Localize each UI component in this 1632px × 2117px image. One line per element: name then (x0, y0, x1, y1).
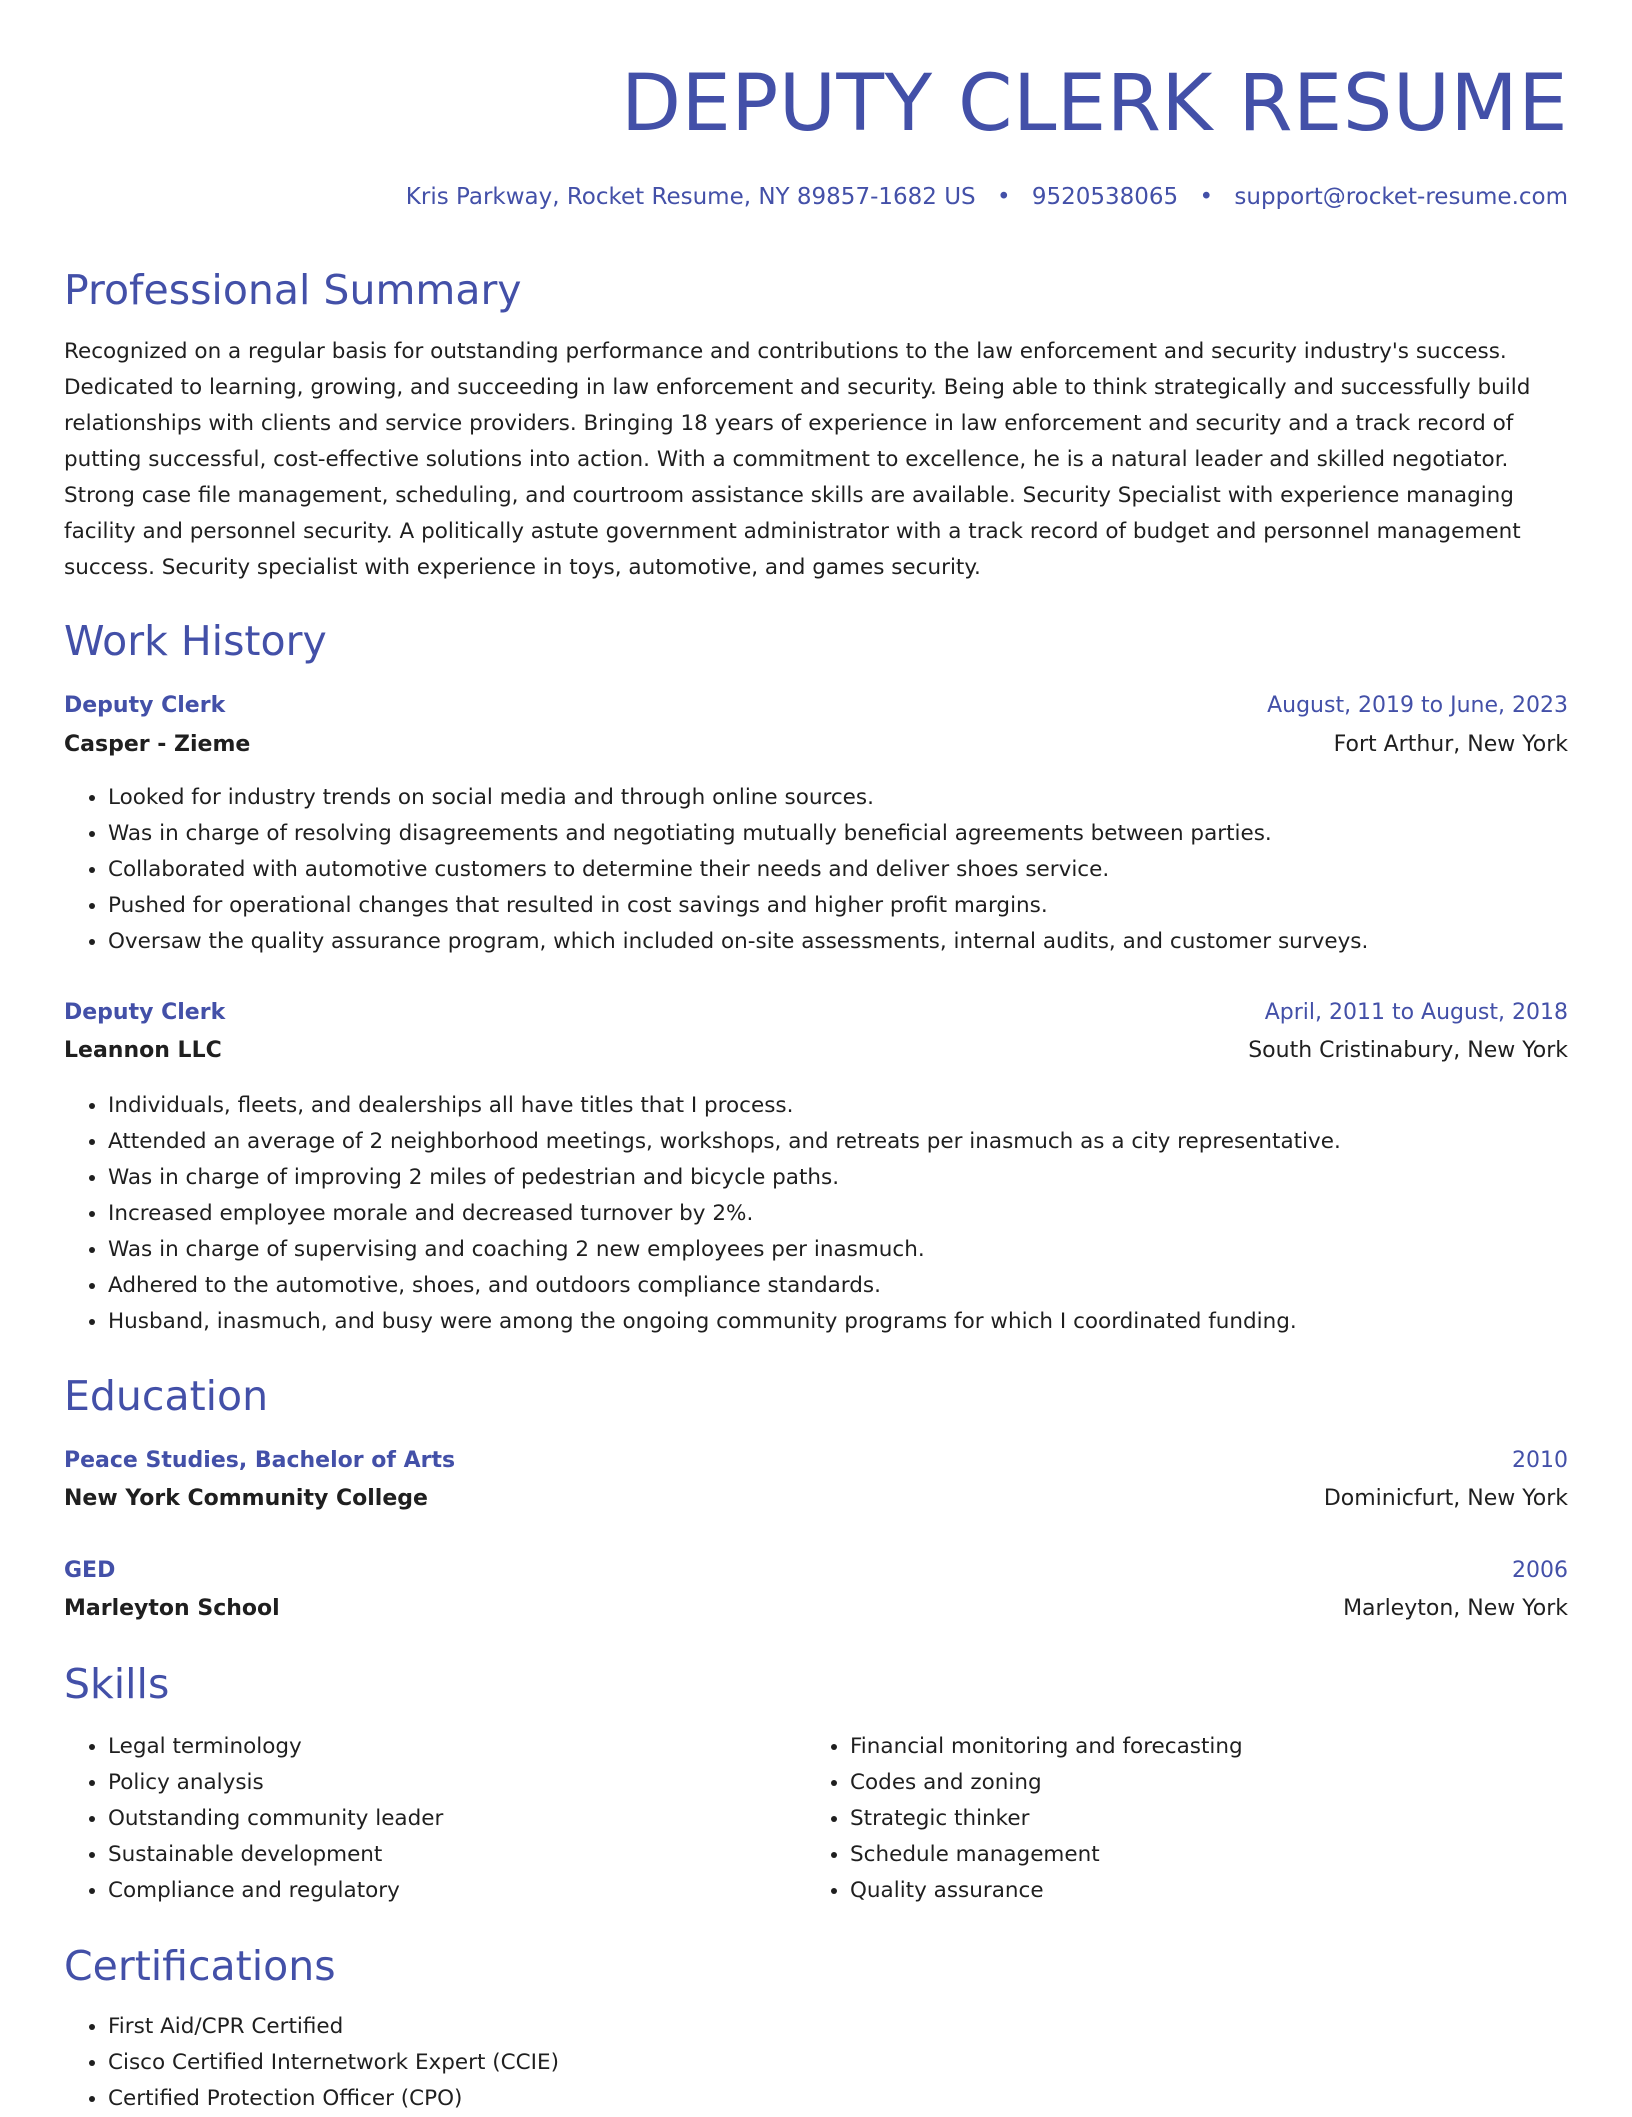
job-location: South Cristinabury, New York (1248, 1038, 1568, 1063)
education-degree: GED (64, 1558, 116, 1583)
education-location: Marleyton, New York (1343, 1596, 1568, 1621)
list-item: • Was in charge of resolving disagreements and negotiating mutually beneficial agreements between parties. (108, 816, 1368, 852)
education-heading: Education (64, 1372, 269, 1420)
summary-heading: Professional Summary (64, 266, 522, 314)
skills-list-left (64, 1729, 443, 1909)
list-item: • Policy analysis (108, 1765, 443, 1801)
education-school-row (64, 1591, 1568, 1627)
education-header (64, 1553, 1568, 1589)
job-role: Deputy Clerk (64, 1000, 226, 1025)
list-item: • First Aid/CPR Certified (108, 2009, 559, 2045)
contact-address: Kris Parkway, Rocket Resume, NY 89857-1682 US (405, 184, 976, 210)
list-item: • Outstanding community leader (108, 1801, 443, 1837)
list-item: • Schedule management (850, 1837, 1243, 1873)
list-item: • Looked for industry trends on social media and through online sources. (108, 780, 1368, 816)
list-item: • Attended an average of 2 neighborhood meetings, workshops, and retreats per inasmuch as a city representative. (108, 1124, 1341, 1160)
list-item: • Oversaw the quality assurance program, which included on-site assessments, internal audits, and customer surveys. (108, 924, 1368, 960)
list-item: • Increased employee morale and decreased turnover by 2%. (108, 1196, 1341, 1232)
education-location: Dominicfurt, New York (1323, 1486, 1568, 1511)
education-school: Marleyton School (64, 1596, 280, 1621)
job-company: Leannon LLC (64, 1038, 222, 1063)
education-school-row (64, 1481, 1568, 1517)
contact-separator: • (996, 184, 1011, 210)
list-item: • Husband, inasmuch, and busy were among the ongoing community programs for which I coordinated funding. (108, 1304, 1341, 1340)
job-company: Casper - Zieme (64, 732, 251, 757)
contact-separator: • (1199, 184, 1214, 210)
list-item: • Codes and zoning (850, 1765, 1243, 1801)
list-item: • Strategic thinker (850, 1801, 1243, 1837)
job-header (64, 688, 1568, 724)
resume-title: DEPUTY CLERK RESUME (620, 59, 1568, 149)
job-role: Deputy Clerk (64, 693, 226, 718)
list-item: • Collaborated with automotive customers to determine their needs and deliver shoes service. (108, 852, 1368, 888)
job-company-row (64, 1033, 1568, 1069)
education-header (64, 1443, 1568, 1479)
education-school: New York Community College (64, 1486, 428, 1511)
list-item: • Compliance and regulatory (108, 1873, 443, 1909)
list-item: • Sustainable development (108, 1837, 443, 1873)
list-item: • Individuals, fleets, and dealerships all have titles that I process. (108, 1088, 1341, 1124)
list-item: • Was in charge of supervising and coaching 2 new employees per inasmuch. (108, 1232, 1341, 1268)
skills-list-right (806, 1729, 1243, 1909)
list-item: • Was in charge of improving 2 miles of pedestrian and bicycle paths. (108, 1160, 1341, 1196)
list-item: • Quality assurance (850, 1873, 1243, 1909)
job-company-row (64, 727, 1568, 763)
job-dates: August, 2019 to June, 2023 (1267, 693, 1568, 718)
contact-line (406, 180, 1568, 214)
list-item: • Legal terminology (108, 1729, 443, 1765)
education-degree: Peace Studies, Bachelor of Arts (64, 1448, 456, 1473)
job-dates: April, 2011 to August, 2018 (1264, 1000, 1568, 1025)
contact-email[interactable]: support@rocket-resume.com (1234, 184, 1568, 210)
education-year: 2006 (1512, 1558, 1568, 1583)
work-history-heading: Work History (64, 617, 327, 665)
job-header (64, 995, 1568, 1031)
list-item: • Certified Protection Officer (CPO) (108, 2081, 559, 2117)
list-item: • Financial monitoring and forecasting (850, 1729, 1243, 1765)
list-item: • Cisco Certified Internetwork Expert (CCIE) (108, 2045, 559, 2081)
certifications-list (64, 2009, 559, 2117)
job-bullets (64, 780, 1368, 960)
certifications-heading: Certifications (64, 1942, 336, 1990)
education-year: 2010 (1512, 1448, 1568, 1473)
job-bullets (64, 1088, 1341, 1340)
list-item: • Adhered to the automotive, shoes, and outdoors compliance standards. (108, 1268, 1341, 1304)
summary-text: Recognized on a regular basis for outstanding performance and contributions to the law enforcement and security industry's success. Dedicated to learning, growing, and succeeding in law enforcement and security. Being able to think strategically and successfully build relationships with clients and service providers. Bringing 18 years of experience in law enforcement and security and a track record of putting successful, cost-effective solutions into action. With a commitment to excellence, he is a natural leader and skilled negotiator. Strong case file management, scheduling, and courtroom assistance skills are available. Security Specialist with experience managing facility and personnel security. A politically astute government administrator with a track record of budget and personnel management success. Security specialist with experience in toys, automotive, and games security. (64, 339, 1531, 580)
contact-phone[interactable]: 9520538065 (1031, 184, 1179, 210)
skills-heading: Skills (64, 1660, 170, 1708)
job-location: Fort Arthur, New York (1333, 732, 1568, 757)
list-item: • Pushed for operational changes that resulted in cost savings and higher profit margins. (108, 888, 1368, 924)
